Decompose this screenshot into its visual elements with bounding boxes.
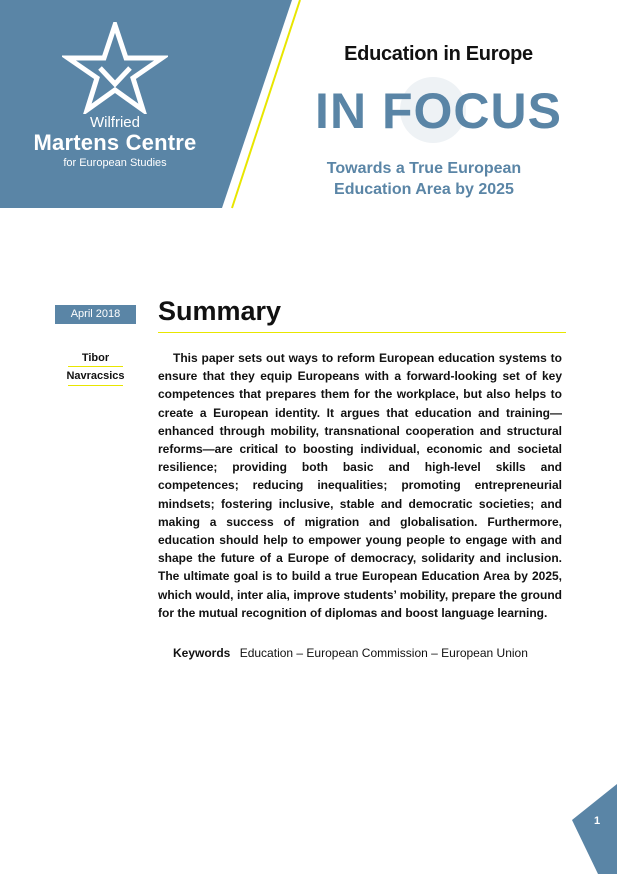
in-focus-text: IN FOCUS [315, 83, 562, 139]
keywords [173, 646, 528, 660]
author-underline [68, 385, 123, 386]
star-icon [62, 22, 168, 114]
author-underline [68, 366, 123, 367]
logo-wilfried: Wilfried [89, 114, 140, 131]
page-number: 1 [594, 815, 601, 827]
paper-subtitle [300, 158, 548, 200]
logo-subtitle: for European Studies [63, 157, 167, 169]
logo-martens-centre: Martens Centre [33, 130, 197, 155]
keywords-label: Keywords [173, 646, 231, 660]
keywords-value: Education – European Commission – European Union [239, 646, 528, 660]
in-focus-wordmark [300, 75, 577, 145]
author-first-name: Tibor [81, 352, 110, 364]
subtitle-line-1: Towards a True European [326, 160, 522, 177]
summary-heading: Summary [158, 296, 282, 326]
author-last-name: Navracsics [66, 370, 125, 382]
subtitle-line-2: Education Area by 2025 [334, 181, 514, 198]
summary-divider [158, 332, 566, 333]
page-corner-tab [572, 784, 617, 874]
series-title: Education in Europe [344, 43, 533, 65]
summary-text: This paper sets out ways to reform European education systems to ensure that they equip Europeans with a forward-looking set of key competences that prepares them for the workplace, but also helps to create a European identity. It argues that education and training—enhanced through mobility, transnational cooperation and structural reforms—are critical to boosting individual, economic and societal resilience; providing both basic and high-level skills and competences; reducing inequalities; promoting entrepreneurial mindsets; fostering inclusive, stable and democratic societies; and making a success of migration and globalisation. Furthermore, education should help to empower young people to engage with and shape the future of a Europe of democracy, solidarity and inclusion. The ultimate goal is to build a true European Education Area by 2025, which would, inter alia, improve students’ mobility, prepare the ground for the mutual recognition of diplomas and boost language learning. [158, 351, 562, 620]
date-badge: April 2018 [55, 305, 136, 324]
